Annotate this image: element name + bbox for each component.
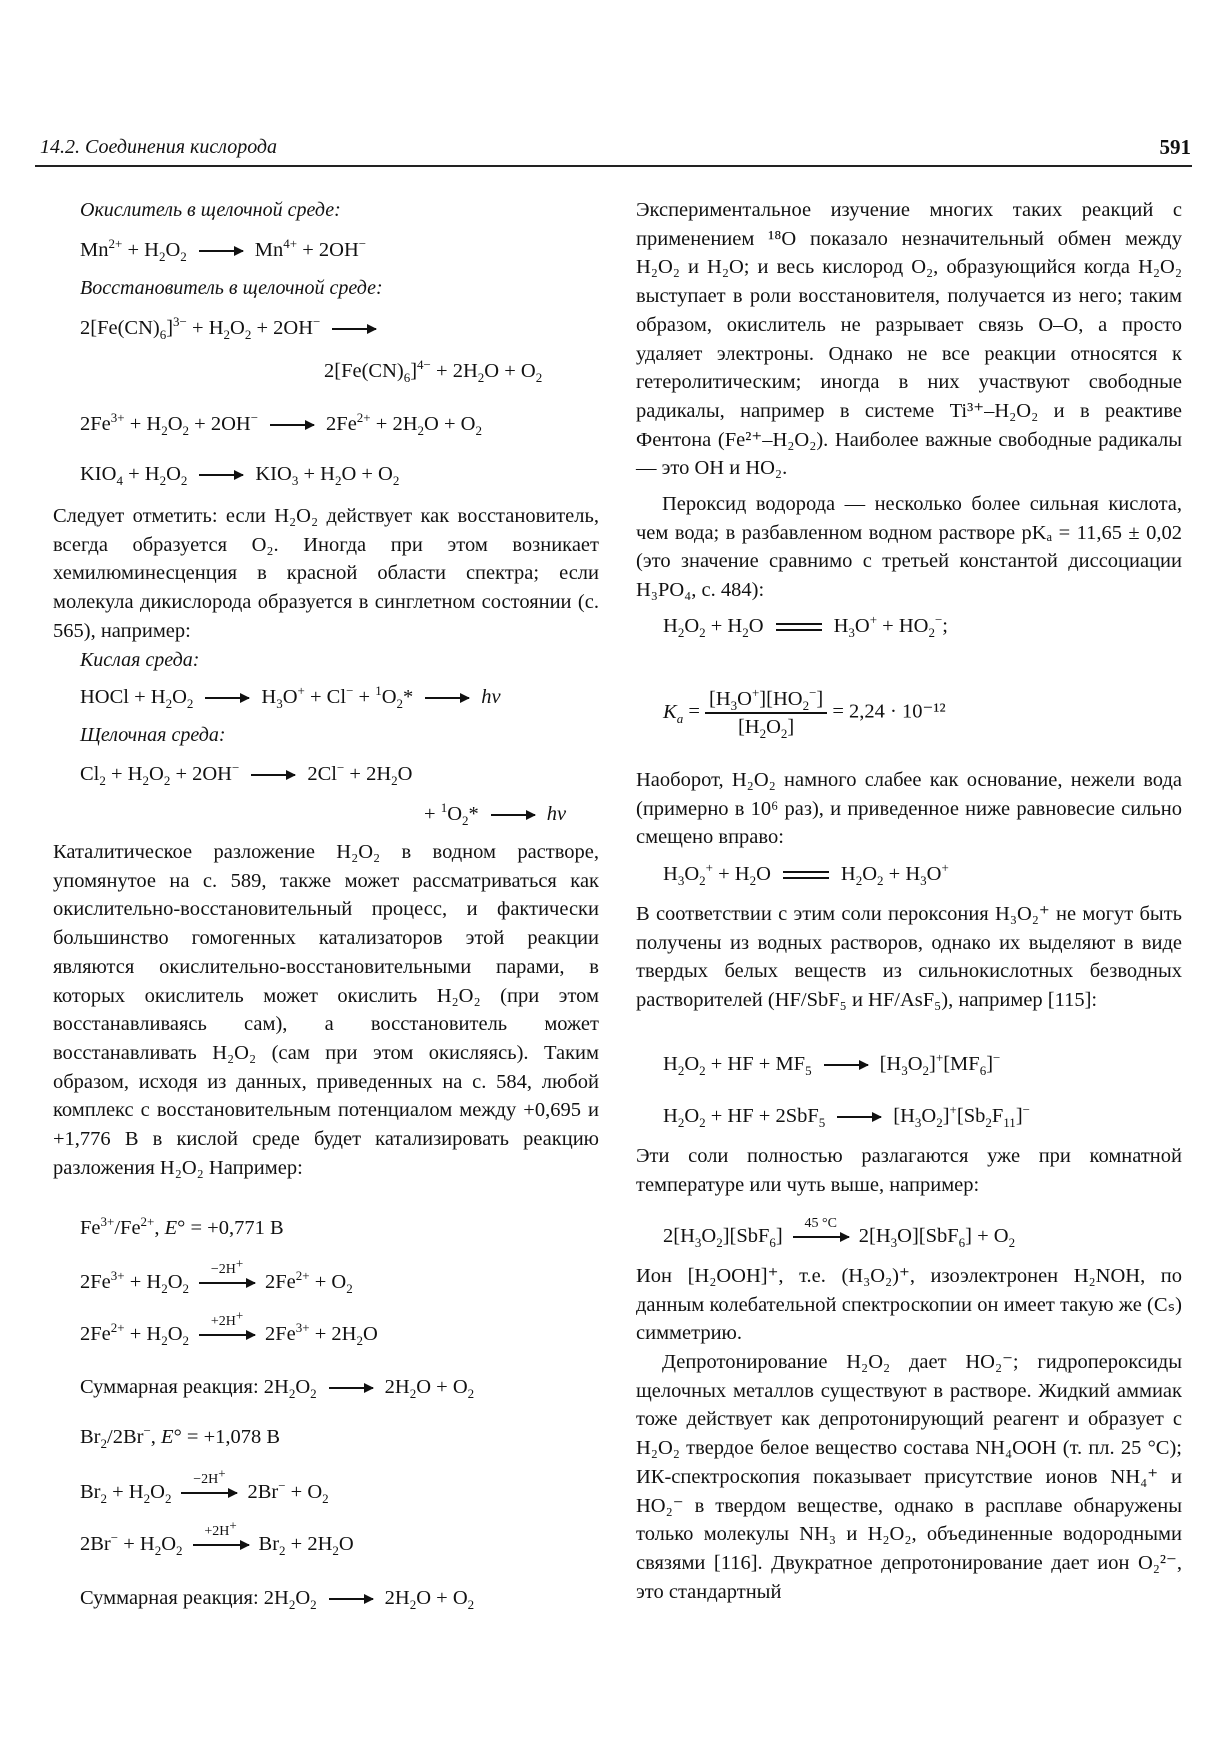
equation-mf5: $H_2O_2$ + HF + $MF_5$ $[H_3O_2]^+[MF_6]^-$ [663,1050,1001,1079]
temperature-label: 45 °C [804,1216,837,1232]
equation-mn: $Mn^{2+} + H_2O_2$ $Mn^{4+} + 2OH^-$ [80,236,367,265]
equation-decomposition: $2[H_3O_2][SbF_6]$ 45 °C $2[H_3O][SbF_6] + O_2$ [663,1216,1016,1251]
equation-ka: $K_a$ = $\frac{[H_3O^+][HO_2^-]}{[H_2O_2]}$ = 2,24 · 10⁻¹² [663,685,946,742]
header-rule [35,165,1192,167]
ka-value: = 2,24 · 10⁻¹² [832,700,946,723]
equation-fecn-right: $2[Fe(CN)_6]^{4-} + 2H_2O + O_2$ [324,357,543,386]
paragraph-deprotonation: Депротонирование H₂O₂ дает HO₂⁻; гидропероксиды щелочных металлов существуют в растворе. Жидкий аммиак тоже действует как депротонирующий реагент и образует с H₂O₂ твердое белое вещество состава NH₄OOH (т. пл. 25 °C); ИК-спектроскопия показывает присутствие ионов NH₄⁺ и HO₂⁻ в твердом веществе, однако в расплаве обнаружены только молекулы NH₃ и H₂O₂, объединенные водородными связями [116]. Двукратное депротонирование дает ион O₂²⁻, это стандартный [636,1351,1182,1603]
equation-kio4: $KIO_4 + H_2O_2$ $KIO_3 + H_2O + O_2$ [80,463,400,489]
paragraph-decompose: Эти соли полностью разлагаются уже при комнатной температуре или чуть выше, например: [636,1145,1182,1196]
equation-fe-couple: $Fe^{3+}/Fe^{2+}$, E° = +0,771 В [80,1214,284,1239]
paragraph-ion: Ион [H₂OOH]⁺, т.е. (H₃O₂)⁺, изоэлектронен H₂NOH, по данным колебательной спектроскопии он имеет такую же (Cₛ) симметрию. [636,1265,1182,1345]
equation-fe-red: $2Fe^{2+} + H_2O_2$ +2H+ $2Fe^{3+} + 2H_2O$ [80,1307,378,1349]
sum-label-2: Суммарная реакция: [80,1587,259,1609]
label-acid: Кислая среда: [80,649,200,671]
equation-br-ox: $Br_2 + H_2O_2$ −2H+ $2Br^- + O_2$ [80,1465,329,1507]
equation-fe-ox: $2Fe^{3+} + H_2O_2$ −2H+ $2Fe^{2+} + O_2$ [80,1255,353,1297]
sum-label-1: Суммарная реакция: [80,1376,259,1398]
paragraph-peroxide: Пероксид водорода — несколько более сильная кислота, чем вода; в разбавленном водном растворе pKₐ = 11,65 ± 0,02 (это значение сравнимо с третьей константой диссоциации H₃PO₄, с. 484): [636,493,1182,602]
equation-acid-eq: $H_2O_2 + H_2O$ $H_3O^+ + HO_2^-$; [663,612,948,641]
equation-sbf5: $H_2O_2$ + HF + 2SbF$_5$ $[H_3O_2]^+[Sb_2F_{11}]^-$ [663,1102,1030,1131]
label-alkaline: Щелочная среда: [80,724,226,746]
label-oxidizer: Окислитель в щелочной среде: [80,199,341,221]
equation-cl2: $Cl_2 + H_2O_2 + 2OH^-$ $2Cl^- + 2H_2O$ [80,760,413,789]
equation-singlet: + $^1O_2*$ hν [424,800,567,829]
label-reducer: Восстановитель в щелочной среде: [80,277,383,299]
equation-hocl: HOCl + $H_2O_2$ $H_3O^+ + Cl^- + ^1O_2*$ hν [80,683,501,712]
page-number: 591 [1159,135,1191,159]
running-header: 14.2. Соединения кислорода [40,136,278,158]
equation-sum-2: Суммарная реакция: $2H_2O_2$ $2H_2O + O_2$ [80,1587,475,1613]
paragraph-note: Следует отметить: если H₂O₂ действует как восстановитель, всегда образуется O₂. Иногда при этом возникает хемилюминесценция в красной области спектра; если молекула дикислорода образуется в синглетном состоянии (с. 565), например: [53,505,599,642]
paragraph-salts: В соответствии с этим соли пероксония H₃O₂⁺ не могут быть получены из водных растворов, однако их выделяют в виде твердых белых веществ из сильнокислотных безводных растворителей (HF/SbF₅ и HF/AsF₅), например [115]: [636,903,1182,1012]
equation-fecn-left: $2[Fe(CN)_6]^{3-} + H_2O_2 + 2OH^-$ [80,314,388,343]
equation-br-couple: $Br_2/2Br^-$, E° = +1,078 В [80,1423,281,1452]
paragraph-experimental: Экспериментальное изучение многих таких реакций с применением ¹⁸O показало незначительный обмен между H₂O₂ и H₂O; и весь кислород O₂, образующийся когда H₂O₂ выступает в роли восстановителя, получается из него; таким образом, окислитель не разрывает связь O–O, а просто удаляет электроны. Однако не все реакции относятся к гетеролитическим; иногда в них участвуют свободные радикалы, например в системе Ti³⁺–H₂O₂ и в реактиве Фентона (Fe²⁺–H₂O₂). Наиболее важные свободные радикалы — это OH и HO₂. [636,199,1182,480]
equation-fe3: $2Fe^{3+} + H_2O_2 + 2OH^-$ $2Fe^{2+} + 2H_2O + O_2$ [80,410,482,439]
paragraph-base: Наоборот, H₂O₂ намного слабее как основание, нежели вода (примерно в 10⁶ раз), и приведенное ниже равновесие сильно смещено вправо: [636,769,1182,849]
paragraph-catalytic: Каталитическое разложение H₂O₂ в водном растворе, упомянутое на с. 589, также может рассматриваться как окислительно-восстановительный процесс, и фактически большинство гомогенных катализаторов этой реакции являются окислительно-восстановительными парами, в которых окислитель может окислить H₂O₂ (при этом восстанавливаясь сам), а восстановитель может восстанавливать H₂O₂ (сам при этом окисляясь). Таким образом, исходя из данных, приведенных на с. 584, любой комплекс с восстановительным потенциалом между +0,695 и +1,776 В в кислой среде будет катализировать реакцию разложения H₂O₂ Например: [53,841,599,1179]
equation-br-red: $2Br^- + H_2O_2$ +2H+ $Br_2 + 2H_2O$ [80,1517,354,1559]
equation-sum-1: Суммарная реакция: $2H_2O_2$ $2H_2O + O_2$ [80,1376,475,1402]
equation-base-eq: $H_3O_2^+ + H_2O$ $H_2O_2 + H_3O^+$ [663,860,949,889]
